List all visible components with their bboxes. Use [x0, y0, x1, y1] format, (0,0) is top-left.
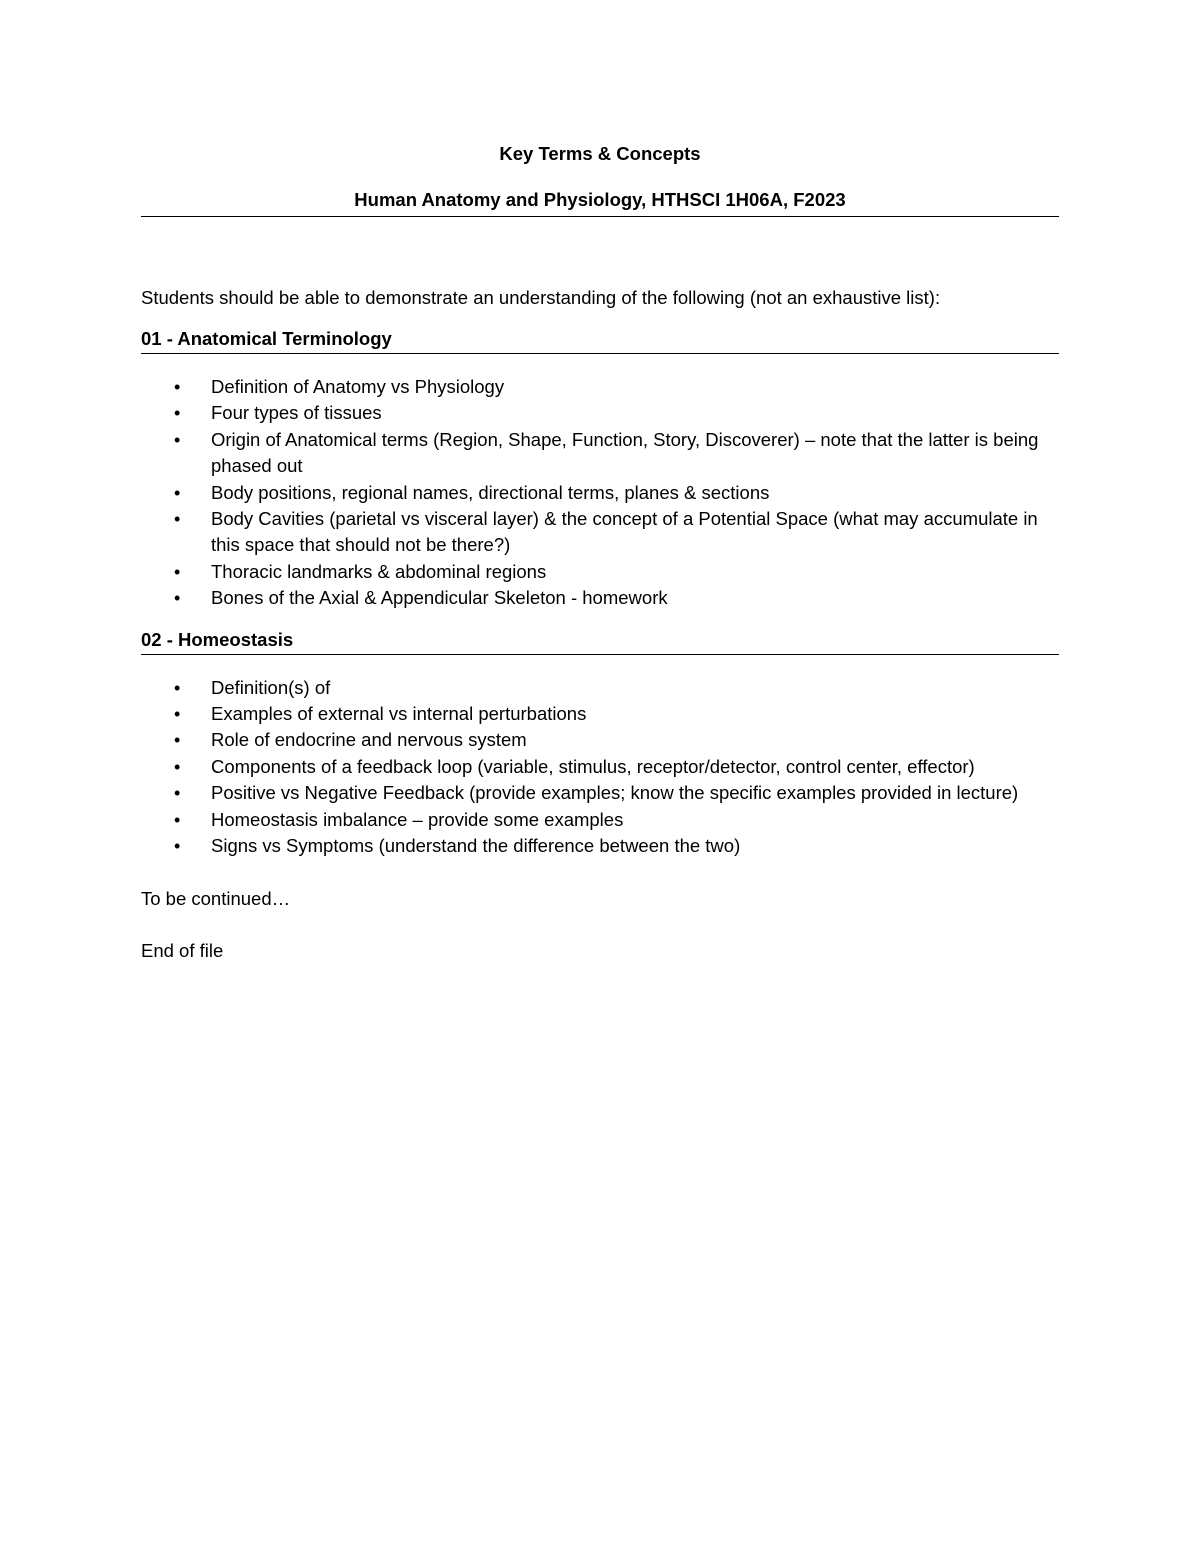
bullet-icon: •: [174, 429, 181, 450]
bullet-icon: •: [174, 509, 181, 530]
list-item: [141, 585, 1059, 611]
list-item-text: Positive vs Negative Feedback (provide examples; know the specific examples provided in lecture): [211, 782, 1019, 804]
intro-text: Students should be able to demonstrate an understanding of the following (not an exhaustive list):: [141, 287, 941, 308]
continued-note: To be continued…: [141, 887, 291, 909]
bullet-icon: •: [174, 704, 181, 725]
list-item: [141, 480, 1059, 506]
list-item-text: Definition(s) of: [211, 676, 331, 698]
bullet-icon: •: [174, 756, 181, 777]
list-item: [141, 374, 1059, 400]
document-title: Key Terms & Concepts: [499, 143, 701, 164]
document-page: [141, 140, 1059, 964]
list-item: [141, 559, 1059, 585]
bullet-icon: •: [174, 836, 181, 857]
bullet-icon: •: [174, 561, 181, 582]
bullet-icon: •: [174, 783, 181, 804]
list-item-text: Components of a feedback loop (variable, stimulus, receptor/detector, control center, effector): [211, 755, 975, 777]
list-item: [141, 506, 1059, 559]
list-item: [141, 675, 1059, 701]
list-item-text: Signs vs Symptoms (understand the difference between the two): [211, 835, 741, 857]
bullet-icon: •: [174, 809, 181, 830]
list-item-text: Definition of Anatomy vs Physiology: [211, 376, 505, 397]
section-list-anatomical-terminology: [141, 374, 1059, 612]
list-item: [141, 754, 1059, 780]
list-item-text: Role of endocrine and nervous system: [211, 729, 527, 751]
list-item-text: Bones of the Axial & Appendicular Skeleton - homework: [211, 587, 668, 609]
bullet-icon: •: [174, 403, 181, 424]
section-list-homeostasis: [141, 675, 1059, 860]
list-item-text: Body positions, regional names, directional terms, planes & sections: [211, 481, 770, 503]
section-heading-homeostasis: 02 - Homeostasis: [141, 626, 1059, 655]
section-heading-anatomical-terminology: 01 - Anatomical Terminology: [141, 325, 1059, 354]
list-item: [141, 807, 1059, 833]
list-item: [141, 727, 1059, 753]
list-item-text: Thoracic landmarks & abdominal regions: [211, 560, 547, 582]
end-of-file-note: End of file: [141, 939, 224, 961]
bullet-icon: •: [174, 730, 181, 751]
list-item: [141, 780, 1059, 806]
bullet-icon: •: [174, 377, 181, 397]
list-item-text: Body Cavities (parietal vs visceral layer) & the concept of a Potential Space (what may accumulate in this space that should not be there?): [211, 508, 1038, 556]
list-item-text: Four types of tissues: [211, 402, 382, 424]
list-item-text: Origin of Anatomical terms (Region, Shape, Function, Story, Discoverer) – note that the latter is being phased out: [211, 428, 1039, 477]
list-item-text: Homeostasis imbalance – provide some examples: [211, 808, 624, 830]
list-item-text: Examples of external vs internal perturbations: [211, 703, 587, 725]
list-item: [141, 833, 1059, 859]
bullet-icon: •: [174, 482, 181, 503]
bullet-icon: •: [174, 677, 181, 698]
bullet-icon: •: [174, 588, 181, 609]
document-subtitle: Human Anatomy and Physiology, HTHSCI 1H06A, F2023: [141, 186, 1059, 217]
list-item: [141, 701, 1059, 727]
list-item: [141, 427, 1059, 480]
list-item: [141, 400, 1059, 426]
